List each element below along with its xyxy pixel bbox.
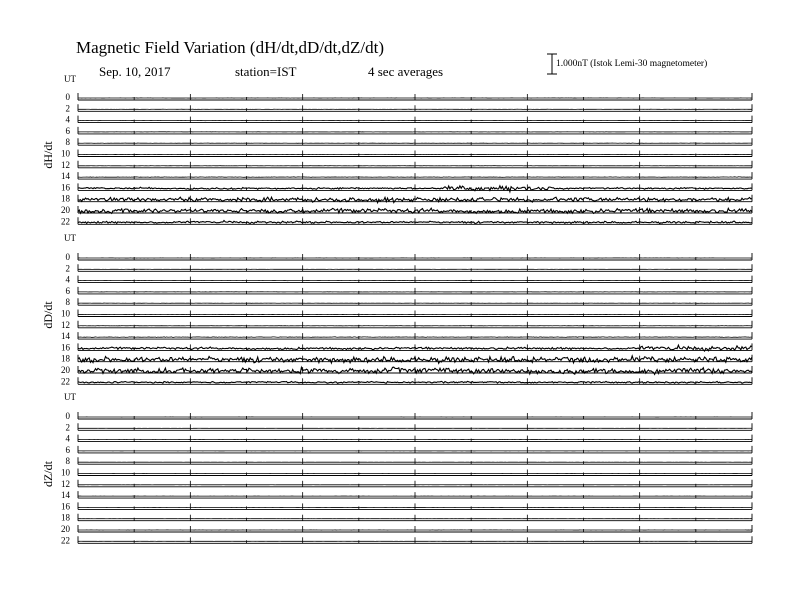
row-label: 8 <box>65 297 70 308</box>
row-label: 12 <box>61 159 70 170</box>
row-label: 10 <box>61 148 70 159</box>
row-label: 14 <box>61 331 70 342</box>
ut-axis-title: UT <box>64 392 76 402</box>
panel-dz-dt <box>41 392 752 545</box>
row-label: 14 <box>61 490 70 501</box>
station-label: station=IST <box>235 64 297 79</box>
row-label: 8 <box>65 137 70 148</box>
panel-ylabel: dD/dt <box>41 301 55 329</box>
trace-line <box>78 337 752 338</box>
row-label: 18 <box>61 353 70 364</box>
scale-bar-label: 1.000nT (Istok Lemi-30 magnetometer) <box>556 59 708 69</box>
row-label: 22 <box>61 376 70 387</box>
row-label: 22 <box>61 216 70 227</box>
row-label: 22 <box>61 535 70 546</box>
row-label: 20 <box>61 365 70 375</box>
row-label: 12 <box>61 319 70 330</box>
row-label: 6 <box>65 285 70 296</box>
trace-line <box>78 177 752 178</box>
row-label: 16 <box>61 182 70 193</box>
row-label: 10 <box>61 467 70 478</box>
row-label: 6 <box>65 125 70 136</box>
row-label: 20 <box>61 205 70 215</box>
row-label: 16 <box>61 501 70 512</box>
ut-axis-title: UT <box>64 74 76 84</box>
row-label: 2 <box>65 422 70 433</box>
row-label: 6 <box>65 444 70 455</box>
row-label: 0 <box>65 92 70 102</box>
row-label: 4 <box>65 114 70 125</box>
row-label: 16 <box>61 342 70 353</box>
row-label: 18 <box>61 512 70 523</box>
ut-axis-title: UT <box>64 233 76 243</box>
row-label: 12 <box>61 478 70 489</box>
row-label: 2 <box>65 103 70 114</box>
panel-dd-dt <box>41 233 752 386</box>
row-label: 10 <box>61 308 70 319</box>
row-label: 20 <box>61 524 70 534</box>
row-label: 14 <box>61 171 70 182</box>
row-label: 2 <box>65 263 70 274</box>
date-label: Sep. 10, 2017 <box>99 64 171 79</box>
panel-ylabel: dH/dt <box>41 141 55 169</box>
row-label: 0 <box>65 252 70 262</box>
row-label: 4 <box>65 433 70 444</box>
chart-title: Magnetic Field Variation (dH/dt,dD/dt,dZ/dt) <box>76 38 385 57</box>
row-label: 18 <box>61 193 70 204</box>
panel-dh-dt <box>41 74 752 226</box>
panel-ylabel: dZ/dt <box>41 461 55 487</box>
averaging-label: 4 sec averages <box>368 64 444 79</box>
row-label: 8 <box>65 456 70 467</box>
scale-bar-icon <box>547 54 557 74</box>
row-label: 0 <box>65 411 70 421</box>
row-label: 4 <box>65 274 70 285</box>
